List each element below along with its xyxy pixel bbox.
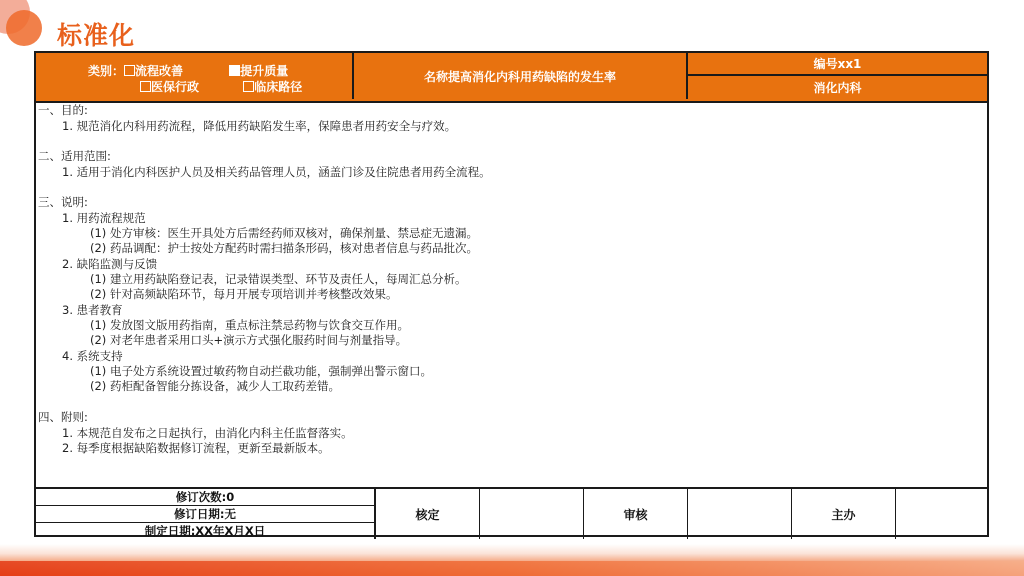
category-cell [36,53,354,99]
document-name-cell [354,53,688,99]
document-header [36,53,987,103]
subsection-heading: 4. 系统支持 [62,349,123,363]
revision-info [36,489,376,539]
category-row-2 [140,78,302,95]
section-heading: 四、附则: [38,410,88,424]
approval-footer [36,487,987,539]
section-item: (1) 电子处方系统设置过敏药物自动拦截功能，强制弹出警示窗口。 [90,364,432,378]
department-name: 消化内科 [813,81,862,95]
sponsor-label: 主办 [792,489,896,539]
page-title: 标准化 [57,21,136,50]
sponsor-signature-cell[interactable] [896,489,987,539]
bottom-decor-stripe [0,561,1024,576]
checkbox-icon[interactable] [243,81,254,92]
category-option-label: 临床路径 [254,80,303,94]
checkbox-icon[interactable] [124,65,135,76]
section-item: (1) 处方审核：医生开具处方后需经药师双核对，确保剂量、禁忌症无遗漏。 [90,226,478,240]
category-row-1 [88,62,288,79]
document-number: 编号xx1 [813,57,862,71]
section-item: 1. 本规范自发布之日起执行，由消化内科主任监督落实。 [62,426,353,440]
subsection-heading: 3. 患者教育 [62,303,123,317]
section-item: 1. 规范消化内科用药流程，降低用药缺陷发生率，保障患者用药安全与疗效。 [62,119,457,133]
section-item: (2) 对老年患者采用口头+演示方式强化服药时间与剂量指导。 [90,333,408,347]
section-heading: 三、说明: [38,195,88,209]
category-label: 类别： [88,64,125,78]
verify-signature-cell[interactable] [480,489,584,539]
section-heading: 二、适用范围: [38,149,111,163]
section-item: (2) 药品调配：护士按处方配药时需扫描条形码，核对患者信息与药品批次。 [90,241,478,255]
standard-document [34,51,989,537]
section-heading: 一、目的: [38,103,88,117]
category-option-label: 流程改善 [135,64,184,78]
category-option-label: 提升质量 [240,64,289,78]
subsection-heading: 2. 缺陷监测与反馈 [62,257,158,271]
revision-date: 修订日期:无 [36,506,374,523]
subsection-heading: 1. 用药流程规范 [62,211,146,225]
section-item: 1. 适用于消化内科医护人员及相关药品管理人员，涵盖门诊及住院患者用药全流程。 [62,165,491,179]
checkbox-icon[interactable] [140,81,151,92]
revision-count: 修订次数:0 [36,489,374,506]
document-name: 名称提高消化内科用药缺陷的发生率 [423,69,616,84]
review-label: 审核 [584,489,688,539]
checkbox-checked-icon[interactable] [229,65,240,76]
section-item: (2) 针对高频缺陷环节，每月开展专项培训并考核整改效果。 [90,287,398,301]
review-signature-cell[interactable] [688,489,792,539]
number-department-cell [688,53,987,99]
section-item: (2) 药柜配备智能分拣设备，减少人工取药差错。 [90,379,340,393]
section-item: (1) 建立用药缺陷登记表，记录错误类型、环节及责任人，每周汇总分析。 [90,272,467,286]
section-item: (1) 发放图文版用药指南，重点标注禁忌药物与饮食交互作用。 [90,318,409,332]
verify-label: 核定 [376,489,480,539]
established-date: 制定日期:XX年X月X日 [144,524,266,538]
decor-circle-small [6,10,42,46]
section-item: 2. 每季度根据缺陷数据修订流程，更新至最新版本。 [62,441,330,455]
category-option-label: 医保行政 [151,80,200,94]
